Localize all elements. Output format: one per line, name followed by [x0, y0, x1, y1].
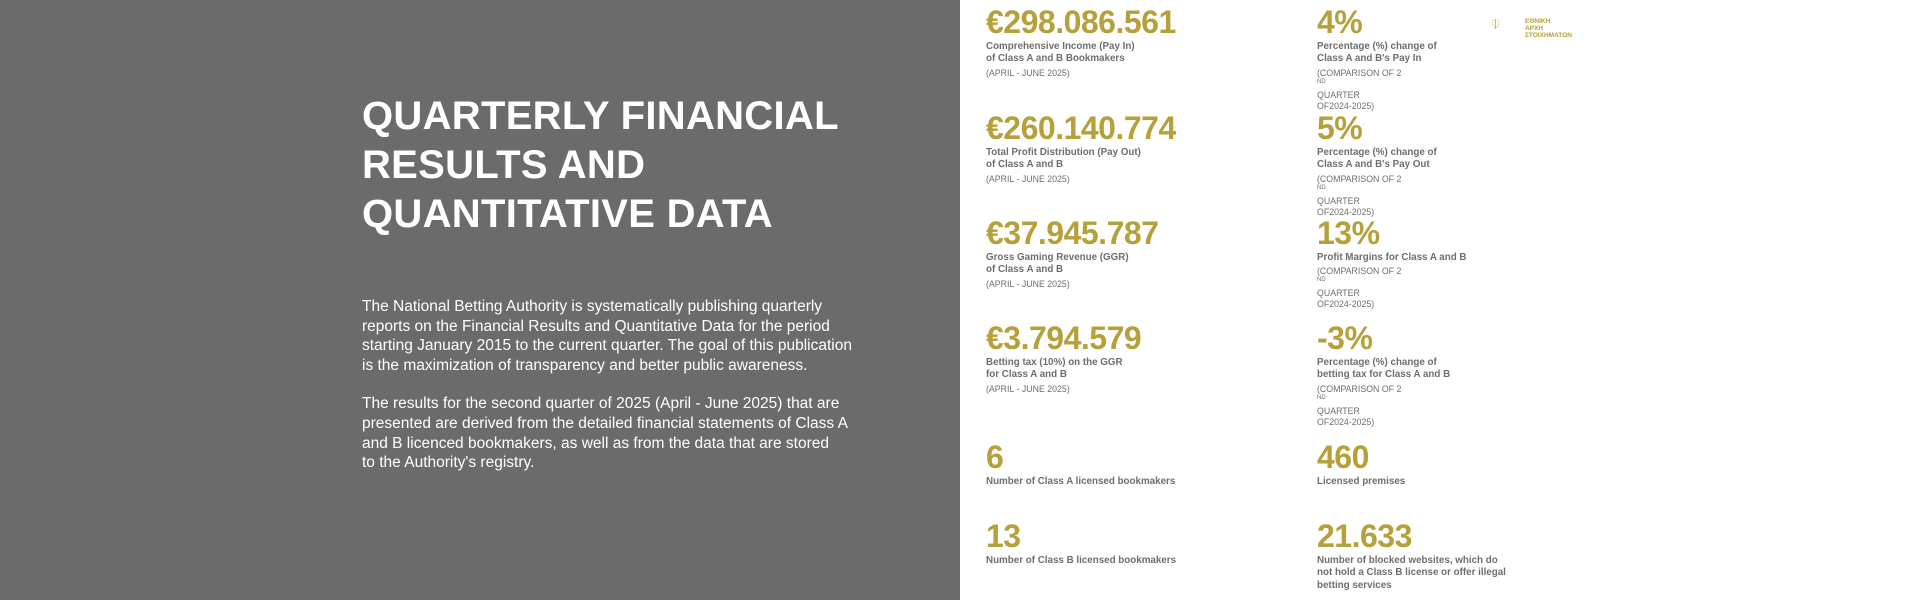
stat-value: 6: [986, 439, 1004, 475]
title-line: RESULTS AND: [362, 143, 646, 187]
logo-line: ΕΘΝΙΚΗ: [1525, 18, 1551, 25]
intro-line: The National Betting Authority is systematically publishing quarterly: [362, 298, 823, 315]
stat-income: [986, 5, 1286, 79]
stat-period: (APRIL - JUNE 2025): [986, 383, 1070, 394]
stat-comparison: (COMPARISON OF 2 $^{ND}$ QUARTER OF2024-2025): [1317, 67, 1402, 111]
stat-comparison: (COMPARISON OF 2 $^{ND}$ QUARTER OF2024-2025): [1317, 383, 1402, 427]
stat-value: 5%: [1317, 110, 1363, 146]
title-line: QUARTERLY FINANCIAL: [362, 94, 839, 138]
stat-label: Licensed premises: [1317, 476, 1406, 487]
stat-payout: [986, 111, 1286, 185]
stat-class-a-bookmakers: [986, 440, 1286, 488]
intro-line: The results for the second quarter of 2025 (April - June 2025) that are: [362, 395, 840, 413]
stat-label: Comprehensive Income (Pay In) of Class A and B Bookmakers: [986, 41, 1135, 65]
stat-label: Number of Class A licensed bookmakers: [986, 476, 1176, 487]
stat-period: (APRIL - JUNE 2025): [986, 278, 1070, 289]
stat-ggr: [986, 216, 1286, 290]
stat-label: Total Profit Distribution (Pay Out) of Class A and B: [986, 147, 1141, 171]
intro-line: reports on the Financial Results and Quantitative Data for the period: [362, 317, 830, 335]
stat-class-b-bookmakers: [986, 519, 1286, 567]
intro-line: presented are derived from the detailed financial statements of Class A: [362, 414, 848, 432]
title-line: QUANTITATIVE DATA: [362, 192, 773, 236]
stat-comparison: (COMPARISON OF 2 $^{ND}$ QUARTER OF2024-2025): [1317, 266, 1402, 310]
stat-blocked-websites: [1317, 519, 1557, 592]
stat-value: -3%: [1317, 320, 1373, 356]
stat-income-change: [1317, 5, 1557, 112]
stat-label: Number of Class B licensed bookmakers: [986, 555, 1177, 566]
stat-label: Betting tax (10%) on the GGR for Class A and B: [986, 357, 1123, 381]
stat-value: €298.086.561: [986, 4, 1176, 40]
stat-value: 4%: [1317, 4, 1363, 40]
stat-label: Number of blocked websites, which do not hold a Class B license or offer illegal betting services: [1317, 555, 1506, 591]
stat-value: 13%: [1317, 215, 1380, 251]
stat-margin: [1317, 216, 1557, 310]
page-title: [362, 92, 882, 239]
intro-paragraph-2: [362, 394, 882, 472]
stat-value: 13: [986, 518, 1021, 554]
stat-label: Percentage (%) change of Class A and B's Pay In: [1317, 41, 1437, 65]
intro-paragraph-1: [362, 297, 882, 375]
stat-tax: [986, 321, 1286, 395]
logo-line: ΣΤΟΙΧΗΜΑΤΩΝ: [1525, 32, 1572, 39]
intro-line: starting January 2015 to the current quarter. The goal of this publication: [362, 337, 852, 355]
stat-period: (APRIL - JUNE 2025): [986, 67, 1070, 78]
logo-line: ΑΡΧΗ: [1525, 25, 1544, 32]
stat-value: 21.633: [1317, 518, 1412, 554]
intro-line: is the maximization of transparency and better public awareness.: [362, 356, 808, 374]
stat-comparison: (COMPARISON OF 2 $^{ND}$ QUARTER OF2024-2025): [1317, 173, 1402, 217]
stat-value: €260.140.774: [986, 110, 1176, 146]
stat-period: (APRIL - JUNE 2025): [986, 173, 1070, 184]
intro-line: to the Authority's registry.: [362, 454, 535, 472]
stat-value: €37.945.787: [986, 215, 1159, 251]
stat-label: Percentage (%) change of betting tax for Class A and B: [1317, 357, 1451, 381]
intro-line: and B licenced bookmakers, as well as from the data that are stored: [362, 434, 829, 452]
stat-label: Percentage (%) change of Class A and B's Pay Out: [1317, 147, 1437, 171]
stat-label: Profit Margins for Class A and B: [1317, 252, 1467, 263]
stat-label: Gross Gaming Revenue (GGR) of Class A and B: [986, 252, 1129, 276]
stat-payout-change: [1317, 111, 1557, 218]
stat-value: 460: [1317, 439, 1369, 475]
intro-text: [362, 297, 882, 492]
stat-licensed-premises: [1317, 440, 1557, 488]
stat-tax-change: [1317, 321, 1557, 428]
stat-value: €3.794.579: [986, 320, 1142, 356]
